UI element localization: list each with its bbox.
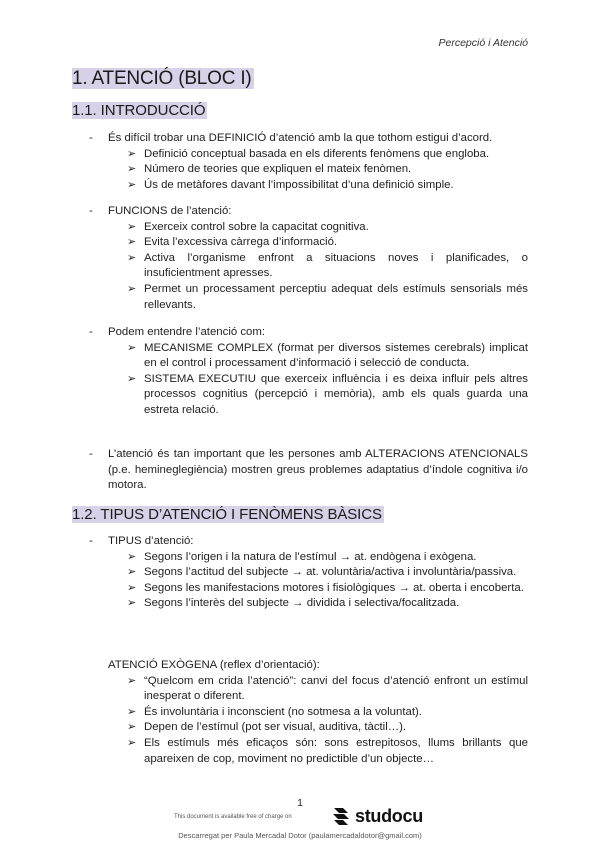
arrow-bullet-icon: ➢ [127,721,137,734]
arrow-bullet-icon: ➢ [127,736,137,749]
sub-item [72,581,528,597]
sub-item-text: SISTEMA EXECUTIU que exerceix influència i es deixa influir pels altres processos cognitius (percepció i memòria), amb els quals guarda una estreta relació. [144,372,528,416]
dash-bullet: - [89,205,93,217]
sub-item-text: Activa l’organisme enfront a situacions noves i planificades, o insuficientment apresses. [144,251,528,280]
sub-item [72,372,528,419]
arrow-bullet-icon: ➢ [127,341,137,354]
dash-bullet: - [89,326,93,338]
arrow-bullet-icon: ➢ [127,597,137,610]
arrow-bullet-icon: ➢ [127,674,137,687]
dash-item [72,534,528,550]
arrow-bullet-icon: ➢ [127,163,137,176]
sub-item [72,565,528,581]
dash-item [72,325,528,341]
download-note: Descarregat per Paula Mercadal Dotor (paulamercadaldotor@gmail.com) [178,831,422,840]
sub-item-text: Exerceix control sobre la capacitat cognitiva. [144,220,369,233]
arrow-bullet-icon: ➢ [127,705,137,718]
sub-item-text: Segons l’interès del subjecte → dividida i selectiva/focalitzada. [144,597,460,610]
dash-item-text: TIPUS d’atenció: [108,535,194,547]
sub-item-text: Evita l’excessiva càrrega d’informació. [144,236,338,249]
section-heading-tipus [72,506,384,523]
bullet-group-alteracions [72,447,528,494]
section-heading-text: 1.2. TIPUS D’ATENCIÓ I FENÒMENS BÀSICS [72,506,382,523]
sub-item [72,596,528,612]
sub-item [72,736,528,767]
bullet-group-definicio [72,131,528,193]
dash-bullet: - [89,132,93,144]
section-heading-introduccio [72,102,207,119]
sub-item-text: Segons les manifestacions motores i fisiològiques → at. oberta i encoberta. [144,581,524,594]
dash-item [72,447,528,494]
arrow-bullet-icon: ➢ [127,178,137,191]
sub-item-text: És involuntària i inconscient (no sotmesa a la voluntat). [144,705,422,718]
bullet-group-tipus [72,534,528,612]
sub-item-text: Segons l’origen i la natura de l’estímul → at. endògena i exògena. [144,550,477,563]
arrow-bullet-icon: ➢ [127,550,137,563]
arrow-bullet-icon: ➢ [127,236,137,249]
bullet-group-funcions [72,204,528,313]
sub-item [72,705,528,721]
dash-item [72,204,528,220]
arrow-bullet-icon: ➢ [127,282,137,295]
dash-item-text: L’atenció és tan important que les persones amb ALTERACIONS ATENCIONALS (p.e. hemineglegiència) mostren greus problemes adaptatius d’índole cognitiva i/o motora. [108,448,528,492]
sub-item [72,162,528,178]
bullet-group-entendre [72,325,528,419]
sub-item-text: Els estímuls més eficaços són: sons estrepitosos, llums brillants que apareixen de cop, moviment no predictible d’un objecte… [144,736,528,765]
arrow-bullet-icon: ➢ [127,251,137,264]
sub-item [72,341,528,372]
availability-note: This document is available free of charge on [174,814,292,820]
sub-item [72,220,528,236]
sub-item [72,674,528,705]
studocu-logo[interactable] [330,805,423,827]
sub-item [72,720,528,736]
sub-item [72,282,528,313]
bullet-group-exogena [72,658,528,767]
studocu-logo-text: studocu [355,805,423,826]
sub-item-text: Definició conceptual basada en els diferents fenòmens que engloba. [144,147,490,160]
dash-item-text: FUNCIONS de l’atenció: [108,205,232,217]
arrow-bullet-icon: ➢ [127,566,137,579]
sub-item [72,235,528,251]
chapter-heading-text: 1. ATENCIÓ (BLOC I) [72,68,252,89]
arrow-bullet-icon: ➢ [127,147,137,160]
dash-item-text: Podem entendre l’atenció com: [108,326,266,338]
dash-item [72,131,528,147]
page-number: 1 [297,797,303,809]
dash-item-text: És difícil trobar una DEFINICIÓ d’atenció amb la que tothom estigui d’acord. [108,132,493,144]
sub-item-text: Permet un processament perceptiu adequat dels estímuls sensorials més rellevants. [144,282,528,311]
arrow-bullet-icon: ➢ [127,372,137,385]
sub-item-text: Ús de metàfores davant l’impossibilitat d’una definició simple. [144,178,454,191]
sub-item-text: Segons l’actitud del subjecte → at. voluntària/activa i involuntària/passiva. [144,566,517,579]
sub-item-text: Número de teories que expliquen el mateix fenòmen. [144,163,412,176]
section-heading-text: 1.1. INTRODUCCIÓ [72,102,206,119]
sub-item [72,147,528,163]
studocu-logo-icon [330,805,352,827]
running-header: Percepció i Atenció [438,37,528,49]
sub-item-text: “Quelcom em crida l’atenció”: canvi del focus d’atenció enfront un estímul inesperat o diferent. [144,674,528,703]
dash-bullet: - [89,535,93,547]
sub-item [72,178,528,194]
chapter-heading [72,68,254,90]
dash-bullet: - [89,448,93,460]
arrow-bullet-icon: ➢ [127,581,137,594]
sub-item-text: Depen de l’estímul (pot ser visual, auditiva, tàctil…). [144,721,407,734]
sub-item-text: MECANISME COMPLEX (format per diversos sistemes cerebrals) implicat en el control i processament d’informació i selecció de conducta. [144,341,528,370]
sub-item [72,251,528,282]
arrow-bullet-icon: ➢ [127,220,137,233]
plain-lead: ATENCIÓ EXÒGENA (reflex d’orientació): [108,659,320,671]
sub-item [72,550,528,566]
